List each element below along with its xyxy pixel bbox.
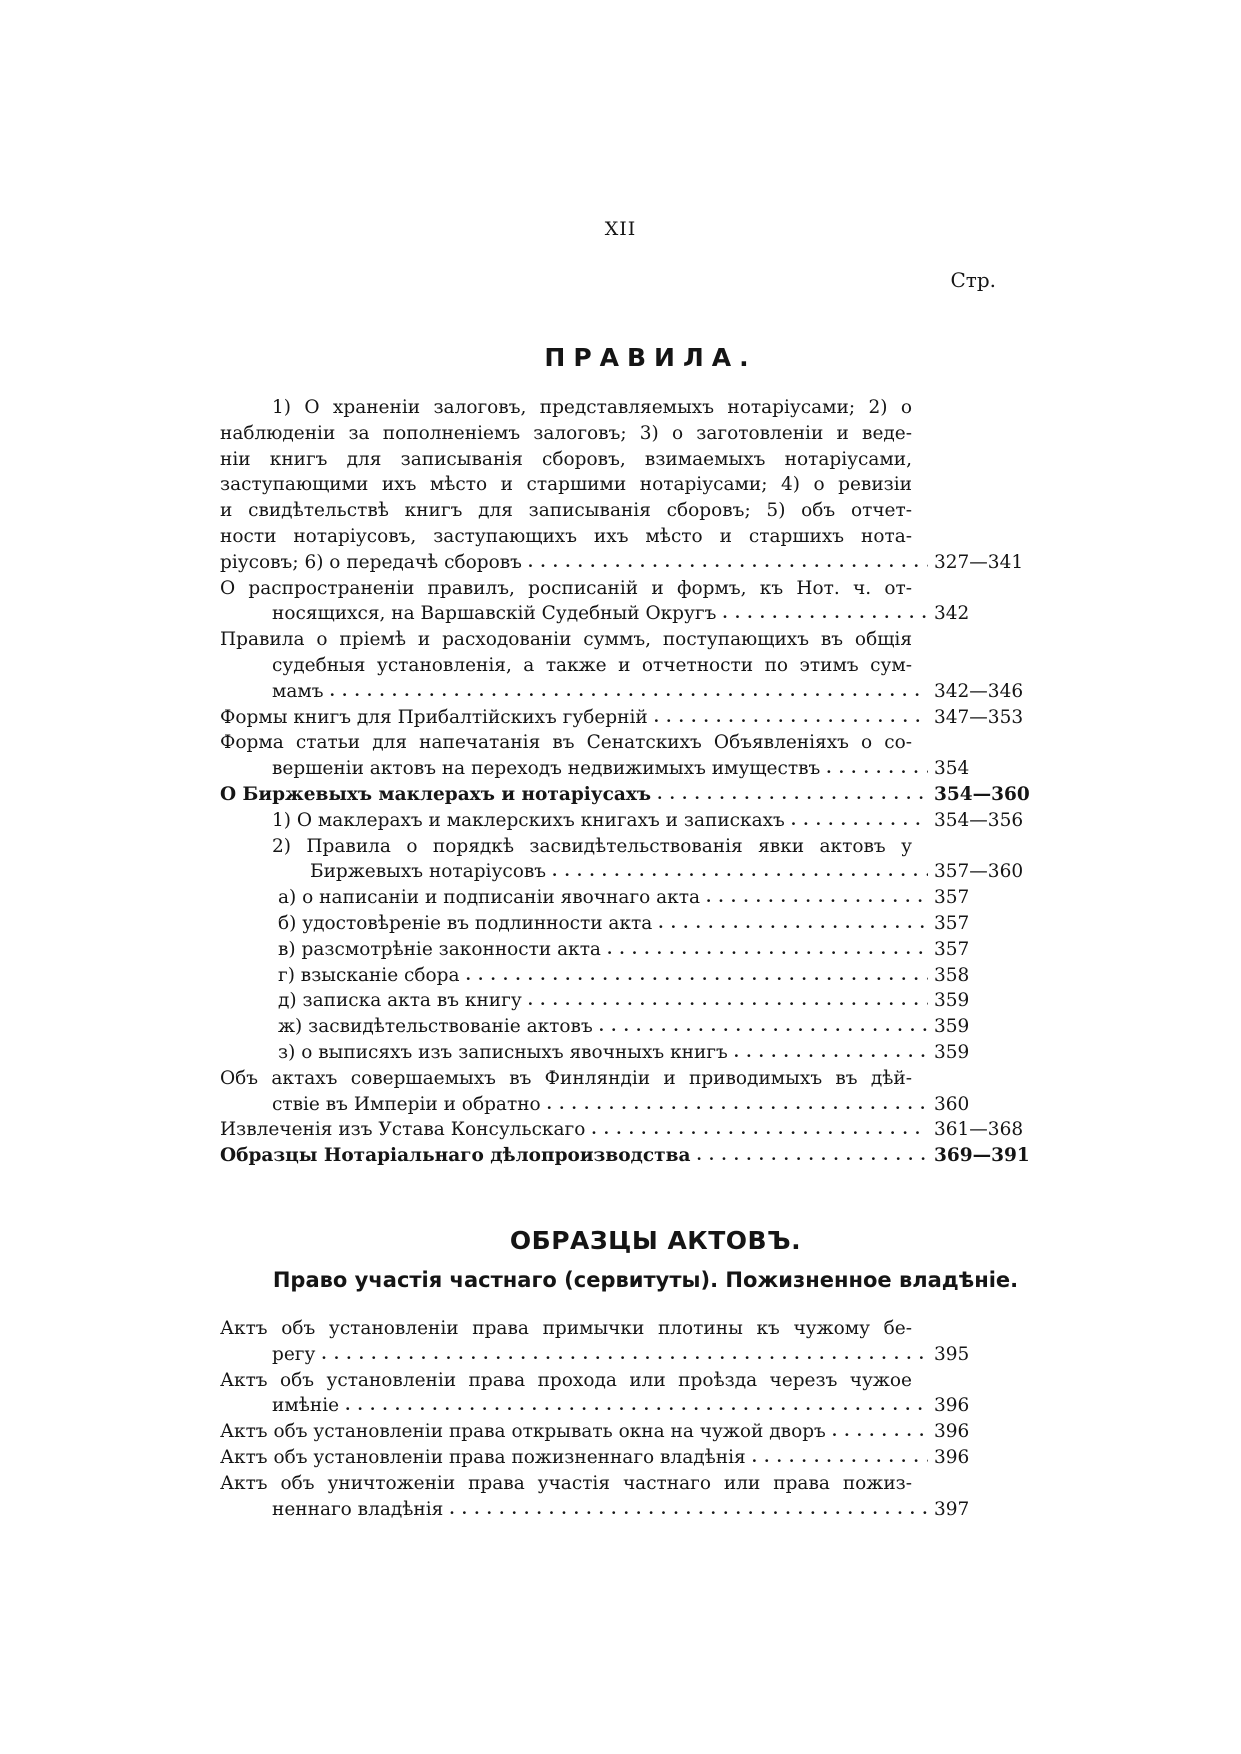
dot-leader <box>696 1143 928 1169</box>
toc-line: неннаго владѣнія <box>272 1498 444 1520</box>
toc-line: Формы книгъ для Прибалтійскихъ губерній <box>220 706 648 728</box>
toc-line: регу <box>272 1343 316 1365</box>
toc-entry <box>220 782 1030 808</box>
dot-leader <box>734 1040 928 1066</box>
toc-line: Актъ объ уничтоженіи права участія частнаго или права пожиз- <box>220 1472 912 1494</box>
dot-leader <box>791 808 928 834</box>
toc-line: мамъ <box>272 680 324 702</box>
toc-line: наблюденіи за пополненіемъ залоговъ; 3) о заготовленіи и веде- <box>220 422 912 444</box>
toc-page-ref: 347—353 <box>934 706 1024 728</box>
toc-line: ж) засвидѣтельствованіе актовъ <box>278 1016 593 1038</box>
toc-line: Правила о пріемѣ и расходованіи суммъ, поступающихъ въ общія <box>220 629 912 651</box>
toc-entry <box>220 627 1024 704</box>
toc-page-ref: 359 <box>934 1041 970 1063</box>
toc-line: Актъ объ установленіи права примычки плотины къ чужому бе- <box>220 1318 912 1339</box>
toc-line: носящихся, на Варшавскій Судебный Округъ <box>272 603 717 625</box>
toc-line: Актъ объ установленіи права открывать окна на чужой дворъ <box>220 1421 826 1443</box>
toc-line: д) записка акта въ книгу <box>278 990 522 1012</box>
toc-line: а) о написаніи и подписаніи явочнаго акта <box>278 887 700 909</box>
toc-line: г) взысканіе сбора <box>278 964 460 986</box>
toc-letter-entry <box>220 988 1020 1014</box>
toc-entry <box>220 1419 1020 1445</box>
toc-page-ref: 361—368 <box>934 1119 1024 1141</box>
toc-entry <box>220 1471 1020 1523</box>
toc-page-ref: 357 <box>934 887 970 909</box>
toc-entry <box>220 1143 1030 1169</box>
toc-page-ref: 360 <box>934 1093 970 1115</box>
toc-sub-entry <box>220 834 1024 886</box>
toc-rules <box>220 395 1030 1169</box>
toc-line: ріусовъ; 6) о передачѣ сборовъ <box>220 551 522 573</box>
dot-leader <box>321 1342 928 1368</box>
toc-page-ref: 354—360 <box>934 783 1030 805</box>
dot-leader <box>654 705 928 731</box>
toc-line: в) разсмотрѣніе законности акта <box>278 938 601 960</box>
toc-page-ref: 357—360 <box>934 861 1024 883</box>
dot-leader <box>658 911 928 937</box>
toc-entry <box>220 1368 1020 1420</box>
toc-line: Объ актахъ совершаемыхъ въ Финляндіи и приводимыхъ въ дѣй- <box>220 1067 912 1089</box>
dot-leader <box>599 1014 928 1040</box>
toc-letter-entry <box>220 963 1020 989</box>
toc-line: заступающими ихъ мѣсто и старшими нотаріусами; 4) о ревизіи <box>220 474 912 496</box>
dot-leader <box>528 550 928 576</box>
dot-leader <box>752 1445 928 1471</box>
dot-leader <box>832 1419 928 1445</box>
toc-line: имѣніе <box>272 1395 340 1417</box>
toc-page-ref: 396 <box>934 1446 970 1468</box>
toc-page-ref: 358 <box>934 964 970 986</box>
toc-letter-entry <box>220 911 1020 937</box>
dot-leader <box>607 937 928 963</box>
dot-leader <box>547 1092 928 1118</box>
toc-page-ref: 357 <box>934 912 970 934</box>
dot-leader <box>528 988 928 1014</box>
toc-line: ности нотаріусовъ, заступающихъ ихъ мѣсто и старшихъ нота- <box>220 525 912 547</box>
toc-line: Актъ объ установленіи права прохода или проѣзда черезъ чужое <box>220 1369 912 1391</box>
toc-page-ref: 396 <box>934 1395 970 1417</box>
toc-page-ref: 369—391 <box>934 1145 1030 1167</box>
dot-leader <box>722 601 928 627</box>
toc-line: О Биржевыхъ маклерахъ и нотаріусахъ <box>220 783 652 805</box>
dot-leader <box>345 1393 928 1419</box>
toc-letter-entry <box>220 885 1020 911</box>
dot-leader <box>449 1497 928 1523</box>
toc-line: Образцы Нотаріальнаго дѣлопроизводства <box>220 1145 691 1167</box>
toc-entry <box>220 1316 1020 1368</box>
section-title-sample-acts: ОБРАЗЦЫ АКТОВЪ. <box>509 1226 802 1255</box>
toc-letter-entry <box>220 1014 1020 1040</box>
toc-line: вершеніи актовъ на переходъ недвижимыхъ имуществъ <box>272 758 821 780</box>
toc-line: Биржевыхъ нотаріусовъ <box>310 861 547 883</box>
toc-entry <box>220 395 1024 576</box>
page-column-heading: Стр. <box>950 268 996 292</box>
toc-sample-acts <box>220 1316 1020 1522</box>
dot-leader <box>657 782 928 808</box>
toc-line: 2) Правила о порядкѣ засвидѣтельствованія явки актовъ у <box>272 835 912 857</box>
toc-entry <box>220 1117 1024 1143</box>
toc-line: 1) О маклерахъ и маклерскихъ книгахъ и запискахъ <box>272 809 785 831</box>
toc-line: з) о выписяхъ изъ записныхъ явочныхъ книгъ <box>278 1041 728 1063</box>
toc-line: 1) О храненіи залоговъ, представляемыхъ нотаріусами; 2) о <box>272 397 912 418</box>
toc-line: судебныя установленія, а также и отчетности по этимъ сум- <box>272 654 912 676</box>
toc-page-ref: 357 <box>934 938 970 960</box>
toc-entry <box>220 1445 1020 1471</box>
toc-page-ref: 342 <box>934 603 970 625</box>
toc-letter-entry <box>220 937 1020 963</box>
toc-entry <box>220 576 1020 628</box>
toc-entry <box>220 1066 1020 1118</box>
section-subtitle: Право участія частнаго (сервитуты). Пожизненное владѣніе. <box>272 1268 1019 1292</box>
toc-page-ref: 354 <box>934 758 970 780</box>
toc-page-ref: 359 <box>934 990 970 1012</box>
toc-line: Форма статьи для напечатанія въ Сенатскихъ Объявленіяхъ о со- <box>220 732 912 754</box>
dot-leader <box>466 963 928 989</box>
toc-page-ref: 342—346 <box>934 680 1024 702</box>
toc-line: и свидѣтельствѣ книгъ для записыванія сборовъ; 5) объ отчет- <box>220 500 912 522</box>
toc-line: О распространеніи правилъ, росписаній и формъ, къ Нот. ч. от- <box>220 577 912 599</box>
toc-page-ref: 327—341 <box>934 551 1024 573</box>
section-title-rules: ПРАВИЛА. <box>544 343 757 372</box>
dot-leader <box>552 859 928 885</box>
toc-sub-entry <box>220 808 1024 834</box>
toc-page-ref: 395 <box>934 1343 970 1365</box>
toc-entry <box>220 705 1024 731</box>
toc-line: ніи книгъ для записыванія сборовъ, взимаемыхъ нотаріусами, <box>220 448 912 470</box>
toc-page-ref: 359 <box>934 1016 970 1038</box>
dot-leader <box>330 679 928 705</box>
toc-line: Актъ объ установленіи права пожизненнаго владѣнія <box>220 1446 746 1468</box>
toc-page-ref: 397 <box>934 1498 970 1520</box>
toc-page-ref: 354—356 <box>934 809 1024 831</box>
page-number: XII <box>604 218 637 240</box>
toc-entry <box>220 730 1020 782</box>
dot-leader <box>826 756 928 782</box>
dot-leader <box>706 885 928 911</box>
toc-line: б) удостовѣреніе въ подлинности акта <box>278 912 653 934</box>
toc-line: ствіе въ Имперіи и обратно <box>272 1093 541 1115</box>
toc-letter-entry <box>220 1040 1020 1066</box>
toc-page-ref: 396 <box>934 1421 970 1443</box>
toc-line: Извлеченія изъ Устава Консульскаго <box>220 1119 586 1141</box>
dot-leader <box>591 1117 928 1143</box>
